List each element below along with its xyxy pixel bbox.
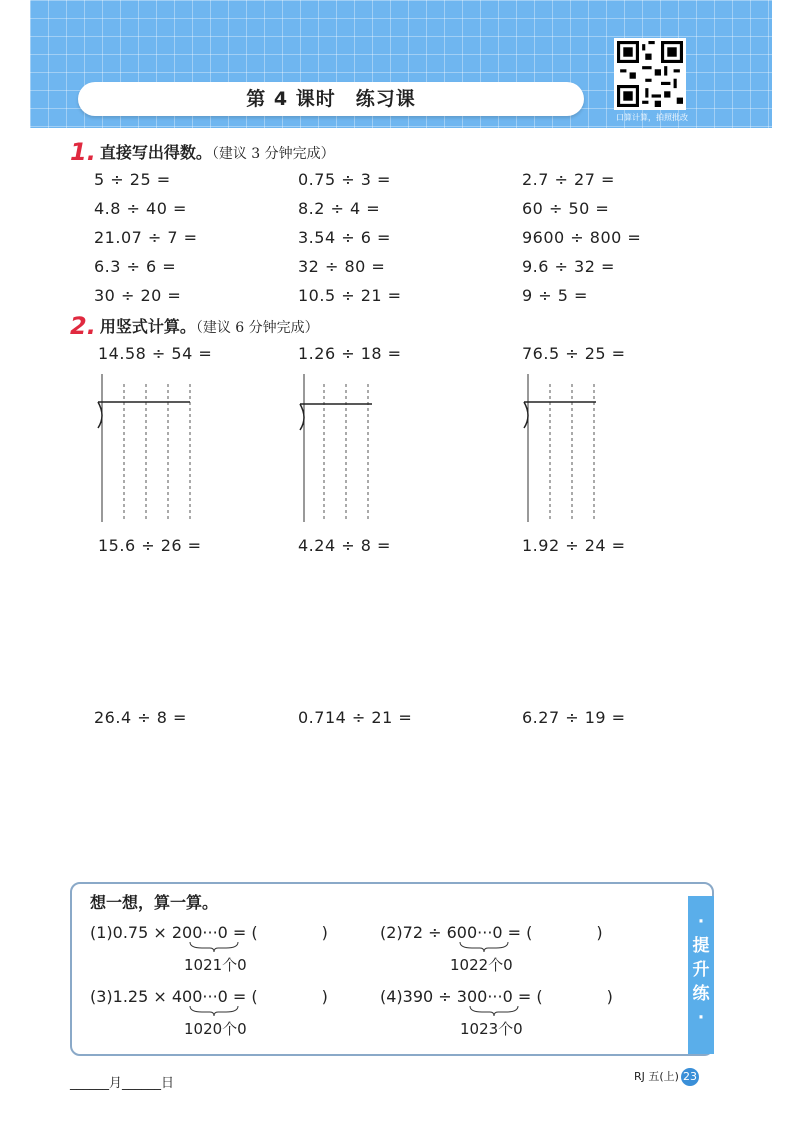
vertical-problem: 15.6 ÷ 26 = — [98, 536, 202, 555]
oral-problem: 60 ÷ 50 = — [522, 199, 610, 218]
answer-blank[interactable]: = ( ) — [227, 923, 328, 942]
side-tab-char: · — [697, 912, 705, 932]
division-grid[interactable] — [94, 374, 194, 522]
section-1-title: 直接写出得数。 — [99, 143, 212, 162]
practice-label: (1)0.75 × 2 — [90, 923, 183, 942]
lesson-title: 第 4 课时 练习课 — [78, 82, 584, 116]
section-2-heading — [70, 312, 319, 340]
vertical-problem: 1.26 ÷ 18 = — [298, 344, 402, 363]
answer-blank[interactable]: = ( ) — [502, 923, 603, 942]
section-1-note: （建议 3 分钟完成） — [211, 146, 335, 162]
side-tab-char: 提 — [692, 936, 710, 956]
oral-problem: 4.8 ÷ 40 = — [94, 199, 187, 218]
underbrace-icon — [458, 940, 510, 952]
practice-label: (4)390 ÷ 3 — [380, 987, 467, 1006]
answer-blank[interactable]: = ( ) — [512, 987, 613, 1006]
oral-problem: 8.2 ÷ 4 = — [298, 199, 381, 218]
zero-count: 1021个0 — [184, 956, 247, 974]
oral-problem: 6.3 ÷ 6 = — [94, 257, 177, 276]
zero-string: 00···0 — [466, 987, 513, 1006]
vertical-problem: 26.4 ÷ 8 = — [94, 708, 187, 727]
vertical-problem: 0.714 ÷ 21 = — [298, 708, 413, 727]
date-field[interactable]: ______月______日 — [70, 1076, 175, 1091]
vertical-problem: 14.58 ÷ 54 = — [98, 344, 213, 363]
zero-count: 1020个0 — [184, 1020, 247, 1038]
division-grid[interactable] — [520, 374, 604, 522]
oral-problem: 9 ÷ 5 = — [522, 286, 588, 305]
oral-problem: 32 ÷ 80 = — [298, 257, 386, 276]
division-grid[interactable] — [296, 374, 380, 522]
section-1-heading — [70, 138, 335, 166]
oral-problem: 5 ÷ 25 = — [94, 170, 171, 189]
zero-string: 00···0 — [456, 923, 503, 942]
oral-problem: 21.07 ÷ 7 = — [94, 228, 198, 247]
section-2-number: 2. — [70, 312, 96, 340]
side-tab-char: 练 — [692, 984, 710, 1004]
zero-count: 1023个0 — [460, 1020, 523, 1038]
side-tab-char: 升 — [692, 960, 710, 980]
page-footer — [634, 1068, 699, 1086]
vertical-problem: 76.5 ÷ 25 = — [522, 344, 626, 363]
oral-problem: 3.54 ÷ 6 = — [298, 228, 391, 247]
oral-problem: 30 ÷ 20 = — [94, 286, 182, 305]
zero-string: 00···0 — [182, 923, 228, 942]
oral-problem: 10.5 ÷ 21 = — [298, 286, 402, 305]
qr-code-icon — [617, 41, 683, 107]
underbrace-icon — [188, 1004, 240, 1016]
answer-blank[interactable]: = ( ) — [227, 987, 328, 1006]
vertical-problem: 1.92 ÷ 24 = — [522, 536, 626, 555]
underbrace-icon — [188, 940, 240, 952]
practice-title: 想一想，算一算。 — [90, 893, 219, 912]
qr-caption: 口算计算，拍照批改 — [616, 113, 688, 122]
section-2-title: 用竖式计算。 — [99, 317, 196, 336]
vertical-problem: 4.24 ÷ 8 = — [298, 536, 391, 555]
qr-code[interactable] — [614, 38, 686, 110]
section-1-number: 1. — [70, 138, 96, 166]
oral-problem: 9.6 ÷ 32 = — [522, 257, 615, 276]
oral-problem: 9600 ÷ 800 = — [522, 228, 642, 247]
zero-count: 1022个0 — [450, 956, 513, 974]
section-2-note: （建议 6 分钟完成） — [195, 320, 319, 336]
underbrace-icon — [468, 1004, 520, 1016]
oral-problem: 2.7 ÷ 27 = — [522, 170, 615, 189]
vertical-problem: 6.27 ÷ 19 = — [522, 708, 626, 727]
oral-problem: 0.75 ÷ 3 = — [298, 170, 391, 189]
side-tab-char: · — [697, 1008, 705, 1028]
book-label: RJ 五(上) — [634, 1070, 679, 1083]
side-tab — [688, 896, 714, 1054]
practice-label: (3)1.25 × 4 — [90, 987, 183, 1006]
zero-string: 00···0 — [182, 987, 228, 1006]
practice-label: (2)72 ÷ 6 — [380, 923, 457, 942]
page-number: 23 — [681, 1068, 699, 1086]
